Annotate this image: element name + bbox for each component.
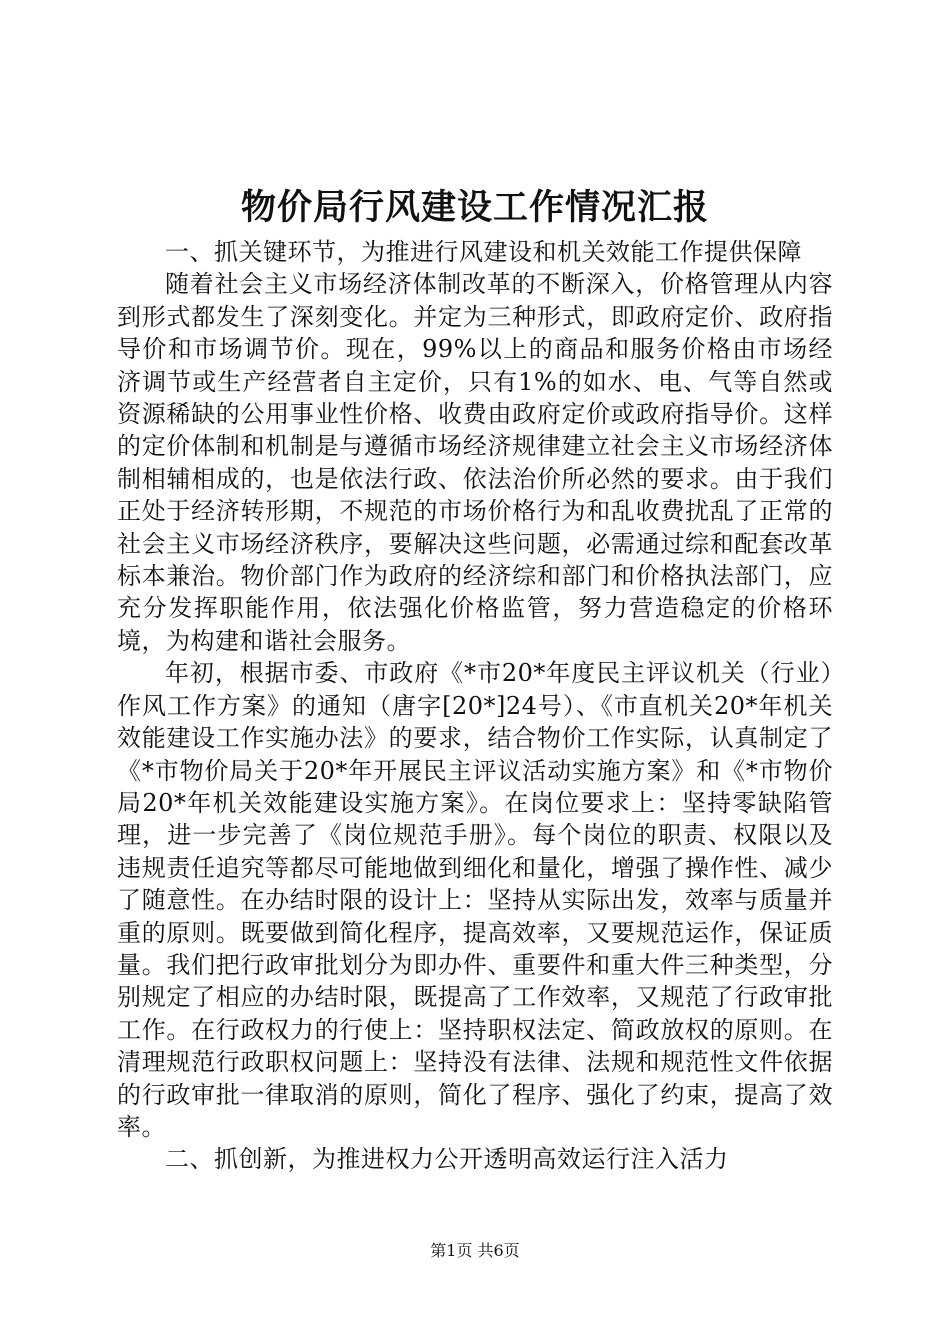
document-body [117, 236, 833, 1176]
document-title: 物价局行风建设工作情况汇报 [240, 187, 709, 228]
section-heading-1: 一、抓关键环节，为推进行风建设和机关效能工作提供保障 [165, 238, 802, 266]
paragraph: 随着社会主义市场经济体制改革的不断深入，价格管理从内容到形式都发生了深刻变化。并定为三种形式，即政府定价、政府指导价和市场调节价。现在，99%以上的商品和服务价格由市场经济调节或生产经营者自主定价，只有1%的如水、电、气等自然或资源稀缺的公用事业性价格、收费由政府定价或政府指导价。这样的定价体制和机制是与遵循市场经济规律建立社会主义市场经济体制相辅相成的，也是依法行政、依法治价所必然的要求。由于我们正处于经济转形期，不规范的市场价格行为和乱收费扰乱了正常的社会主义市场经济秩序，要解决这些问题，必需通过综和配套改革标本兼治。物价部门作为政府的经济综和部门和价格执法部门，应充分发挥职能作用，依法强化价格监管，努力营造稳定的价格环境，为构建和谐社会服务。 [117, 270, 833, 655]
paragraph: 年初，根据市委、市政府《*市20*年度民主评议机关（行业）作风工作方案》的通知（唐字[20*]24号）、《市直机关20*年机关效能建设工作实施办法》的要求，结合物价工作实际，认真制定了《*市物价局关于20*年开展民主评议活动实施方案》和《*市物价局20*年机关效能建设实施方案》。在岗位要求上：坚持零缺陷管理，进一步完善了《岗位规范手册》。每个岗位的职责、权限以及违规责任追究等都尽可能地做到细化和量化，增强了操作性、减少了随意性。在办结时限的设计上：坚持从实际出发，效率与质量并重的原则。既要做到简化程序，提高效率，又要规范运作，保证质量。我们把行政审批划分为即办件、重要件和重大件三种类型，分别规定了相应的办结时限，既提高了工作效率，又规范了行政审批工作。在行政权力的行使上：坚持职权法定、简政放权的原则。在清理规范行政职权问题上：坚持没有法律、法规和规范性文件依据的行政审批一律取消的原则，简化了程序、强化了约束，提高了效率。 [117, 659, 833, 1141]
section-heading-2: 二、抓创新，为推进权力公开透明高效运行注入活力 [165, 1145, 729, 1174]
page-number-footer: 第1页 共6页 [430, 1241, 520, 1260]
